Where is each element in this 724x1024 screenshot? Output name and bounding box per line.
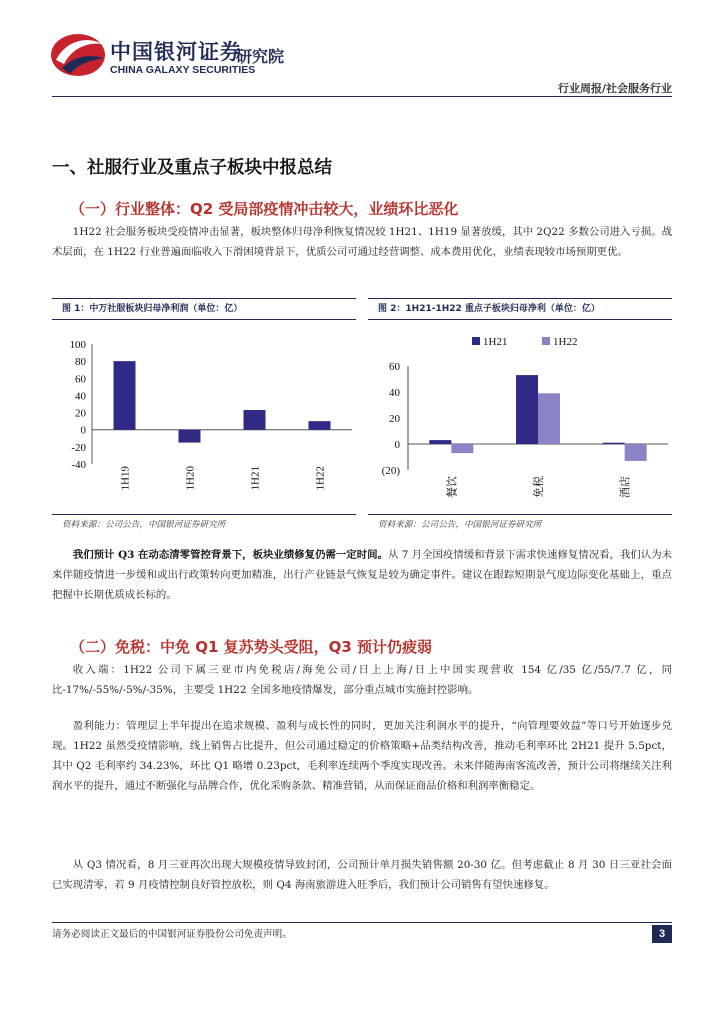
institute-label: 研究院 <box>236 47 285 66</box>
logo-chinese-name: 中国银河证券 <box>110 40 242 64</box>
y-tick-label: (20) <box>381 465 400 477</box>
paragraph-q3-outlook: 从 Q3 情况看，8 月三亚再次出现大规模疫情导致封闭，公司预计单月损失销售额 20-30 亿。但考虑截止 8 月 30 日三亚社会面已实现清零，若 9 月疫情控制良好管控放松，则 Q4 海南旅游进入旺季后，我们预计公司销售有望快速修复。 <box>52 859 672 891</box>
paragraph-industry-overview: 1H22 社会服务板块受疫情冲击显著，板块整体归母净利恢复情况较 1H21、1H19 显著放缓，其中 2Q22 多数公司进入亏损。战术层面，在 1H22 行业普遍面临收入下滑困境背景下，优质公司可通过经营调整、成本费用优化，业绩表现较市场预期更优。 <box>52 226 672 258</box>
bar-免税-1H22 <box>538 393 560 444</box>
bar-1H19 <box>114 361 136 430</box>
bar-1H20 <box>179 430 201 443</box>
figure-2-bottom-rule <box>368 514 672 515</box>
subsection-title-duty-free: （二）免税：中免 Q1 复苏势头受阻，Q3 预计仍疲弱 <box>70 638 433 656</box>
y-tick-label: -40 <box>71 459 86 471</box>
bar-酒店-1H22 <box>625 444 647 461</box>
legend-label: 1H22 <box>553 336 578 348</box>
x-tick-label: 酒店 <box>619 476 632 498</box>
page-number: 3 <box>652 925 672 943</box>
x-tick-label: 1H22 <box>314 466 327 491</box>
bar-酒店-1H21 <box>603 443 625 444</box>
x-tick-label: 1H21 <box>249 466 262 491</box>
figure-1-chart <box>52 326 356 512</box>
y-tick-label: 40 <box>75 390 86 403</box>
figure-1-title: 图 1：中万社服板块归母净利润（单位：亿） <box>52 298 356 320</box>
outlook-rest: 从 7 月全国疫情缓和背景下需求快速修复情况看，我们认为未来伴随疫情进一步缓和或出行政策转向更加精准，出行产业链景气恢复是较为确定事件。建议在跟踪短期景气度边际变化基础上，重点把握中长期优质成长标的。 <box>52 549 673 601</box>
legend-swatch-1H22 <box>542 337 550 345</box>
figure-1-bottom-rule <box>52 514 356 515</box>
bar-餐饮-1H21 <box>429 440 451 444</box>
header-divider <box>52 96 672 97</box>
figure-2-source: 资料来源：公司公告，中国银河证券研究所 <box>378 520 542 530</box>
paragraph-revenue: 收入端：1H22 公司下属三亚市内免税店/海免公司/日上上海/日上中国实现营收 154 亿/35 亿/55/7.7 亿，同比-17%/-55%/-5%/-35%，主要受 1H22 全国多地疫情爆发，部分重点城市实施封控影响。 <box>52 664 672 696</box>
y-tick-label: 40 <box>389 387 400 399</box>
report-type-label: 行业周报/社会服务行业 <box>557 82 672 95</box>
paragraph-profitability: 盈利能力：管理层上半年提出在追求规模、盈利与成长性的同时，更加关注利润水平的提升，“向管理要效益”等口号开始逐步兑现。1H22 虽然受疫情影响，线上销售占比提升，但公司通过稳定的价格策略+品类结构改善，推动毛利率环比 2H21 提升 5.5pct，其中 Q2 毛利率约 34.23%，环比 Q1 略增 0.23pct，毛利率连续两个季度实现改善。未来伴随海南客流改善，预计公司将继续关注利润水平的提升，通过不断强化与品牌合作，优化采购条款、精准营销，从而保证商品价格和利润率衡稳定。 <box>52 720 672 792</box>
y-tick-label: 20 <box>75 407 86 420</box>
x-tick-label: 1H19 <box>119 466 132 491</box>
figure-2 <box>368 298 672 534</box>
subsection-title-industry: （一）行业整体：Q2 受局部疫情冲击较大，业绩环比恶化 <box>70 200 459 218</box>
galaxy-logo-icon <box>48 30 106 80</box>
outlook-lead: 我们预计 Q3 在动态清零管控背景下，板块业绩修复仍需一定时间。 <box>72 549 388 561</box>
figure-2-chart <box>368 326 672 512</box>
bar-免税-1H21 <box>516 375 538 444</box>
figure-1-source: 资料来源：公司公告，中国银河证券研究所 <box>62 520 226 530</box>
y-tick-label: 100 <box>69 339 86 351</box>
bar-餐饮-1H22 <box>451 444 473 453</box>
figure-2-title: 图 2：1H21-1H22 重点子板块归母净利（单位：亿） <box>368 298 672 320</box>
footer-disclaimer: 请务必阅读正文最后的中国银河证券股份公司免责声明。 <box>52 929 292 940</box>
y-tick-label: 80 <box>75 356 86 369</box>
figure-1 <box>52 298 356 534</box>
footer-divider <box>52 922 672 923</box>
y-tick-label: 0 <box>394 439 400 451</box>
legend-label: 1H21 <box>483 336 508 348</box>
y-tick-label: 60 <box>75 373 86 386</box>
x-tick-label: 1H20 <box>184 466 197 491</box>
section-title: 一、社服行业及重点子板块中报总结 <box>52 158 332 178</box>
y-tick-label: 60 <box>389 361 400 373</box>
y-tick-label: 20 <box>389 413 400 425</box>
bar-1H22 <box>309 421 331 430</box>
logo-english-name: CHINA GALAXY SECURITIES <box>110 64 256 76</box>
x-tick-label: 餐饮 <box>446 476 459 498</box>
y-tick-label: -20 <box>71 441 86 454</box>
page-header <box>0 0 724 100</box>
paragraph-outlook <box>52 545 672 605</box>
x-tick-label: 免税 <box>533 476 545 498</box>
legend-swatch-1H21 <box>472 337 480 345</box>
y-tick-label: 0 <box>80 424 86 437</box>
bar-1H21 <box>244 410 266 430</box>
